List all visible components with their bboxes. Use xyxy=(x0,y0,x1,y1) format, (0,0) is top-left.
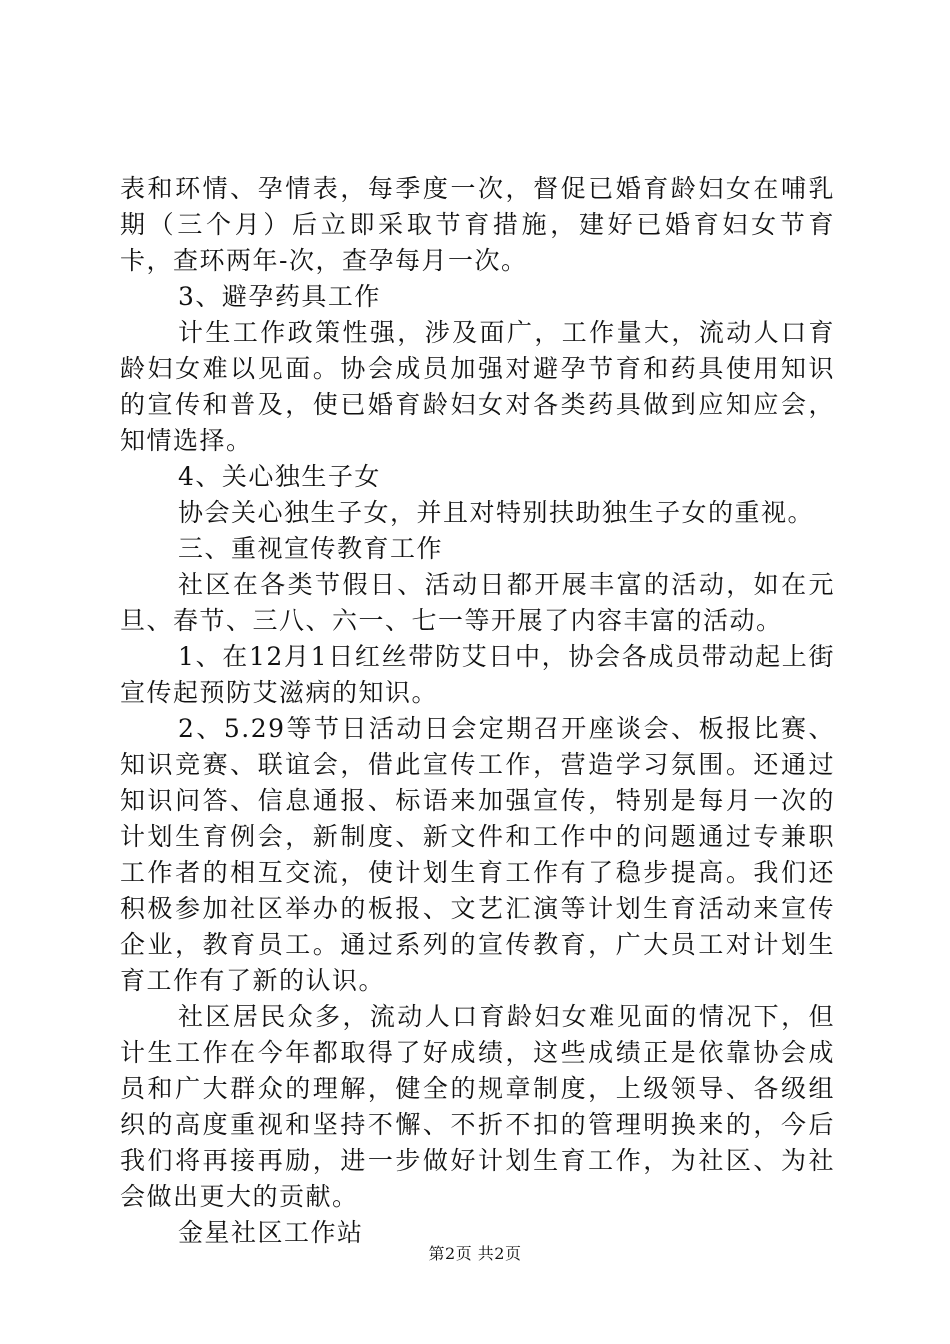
paragraph: 4、关心独生子女 xyxy=(178,462,381,491)
paragraph: 2、5.29等节日活动日会定期召开座谈会、板报比赛、知识竞赛、联谊会，借此宣传工作，营造学习氛围。还通过知识问答、信息通报、标语来加强宣传，特别是每月一次的计划生育例会，新制度、新文件和工作中的问题通过专兼职工作者的相互交流，使计划生育工作有了稳步提高。我们还积极参加社区举办的板报、文艺汇演等计划生育活动来宣传企业，教育员工。通过系列的宣传教育，广大员工对计划生育工作有了新的认识。 xyxy=(120,714,835,995)
paragraph: 金星社区工作站 xyxy=(178,1218,364,1247)
paragraph: 3、避孕药具工作 xyxy=(178,282,381,311)
paragraph: 三、重视宣传教育工作 xyxy=(178,534,444,563)
paragraph: 表和环情、孕情表，每季度一次，督促已婚育龄妇女在哺乳期（三个月）后立即采取节育措施，建好已婚育妇女节育卡，查环两年-次，查孕每月一次。 xyxy=(120,174,835,275)
document-body xyxy=(120,171,835,1251)
paragraph: 协会关心独生子女，并且对特别扶助独生子女的重视。 xyxy=(178,498,815,527)
paragraph: 计生工作政策性强，涉及面广，工作量大，流动人口育龄妇女难以见面。协会成员加强对避孕节育和药具使用知识的宣传和普及，使已婚育龄妇女对各类药具做到应知应会，知情选择。 xyxy=(120,318,835,455)
paragraph: 社区居民众多，流动人口育龄妇女难见面的情况下，但计生工作在今年都取得了好成绩，这些成绩正是依靠协会成员和广大群众的理解，健全的规章制度，上级领导、各级组织的高度重视和坚持不懈、不折不扣的管理明换来的，今后我们将再接再励，进一步做好计划生育工作，为社区、为社会做出更大的贡献。 xyxy=(120,1002,835,1211)
page-footer: 第2页 共2页 xyxy=(428,1244,522,1263)
paragraph: 社区在各类节假日、活动日都开展丰富的活动，如在元旦、春节、三八、六一、七一等开展了内容丰富的活动。 xyxy=(120,570,835,635)
paragraph: 1、在12月1日红丝带防艾日中，协会各成员带动起上街宣传起预防艾滋病的知识。 xyxy=(120,642,835,707)
